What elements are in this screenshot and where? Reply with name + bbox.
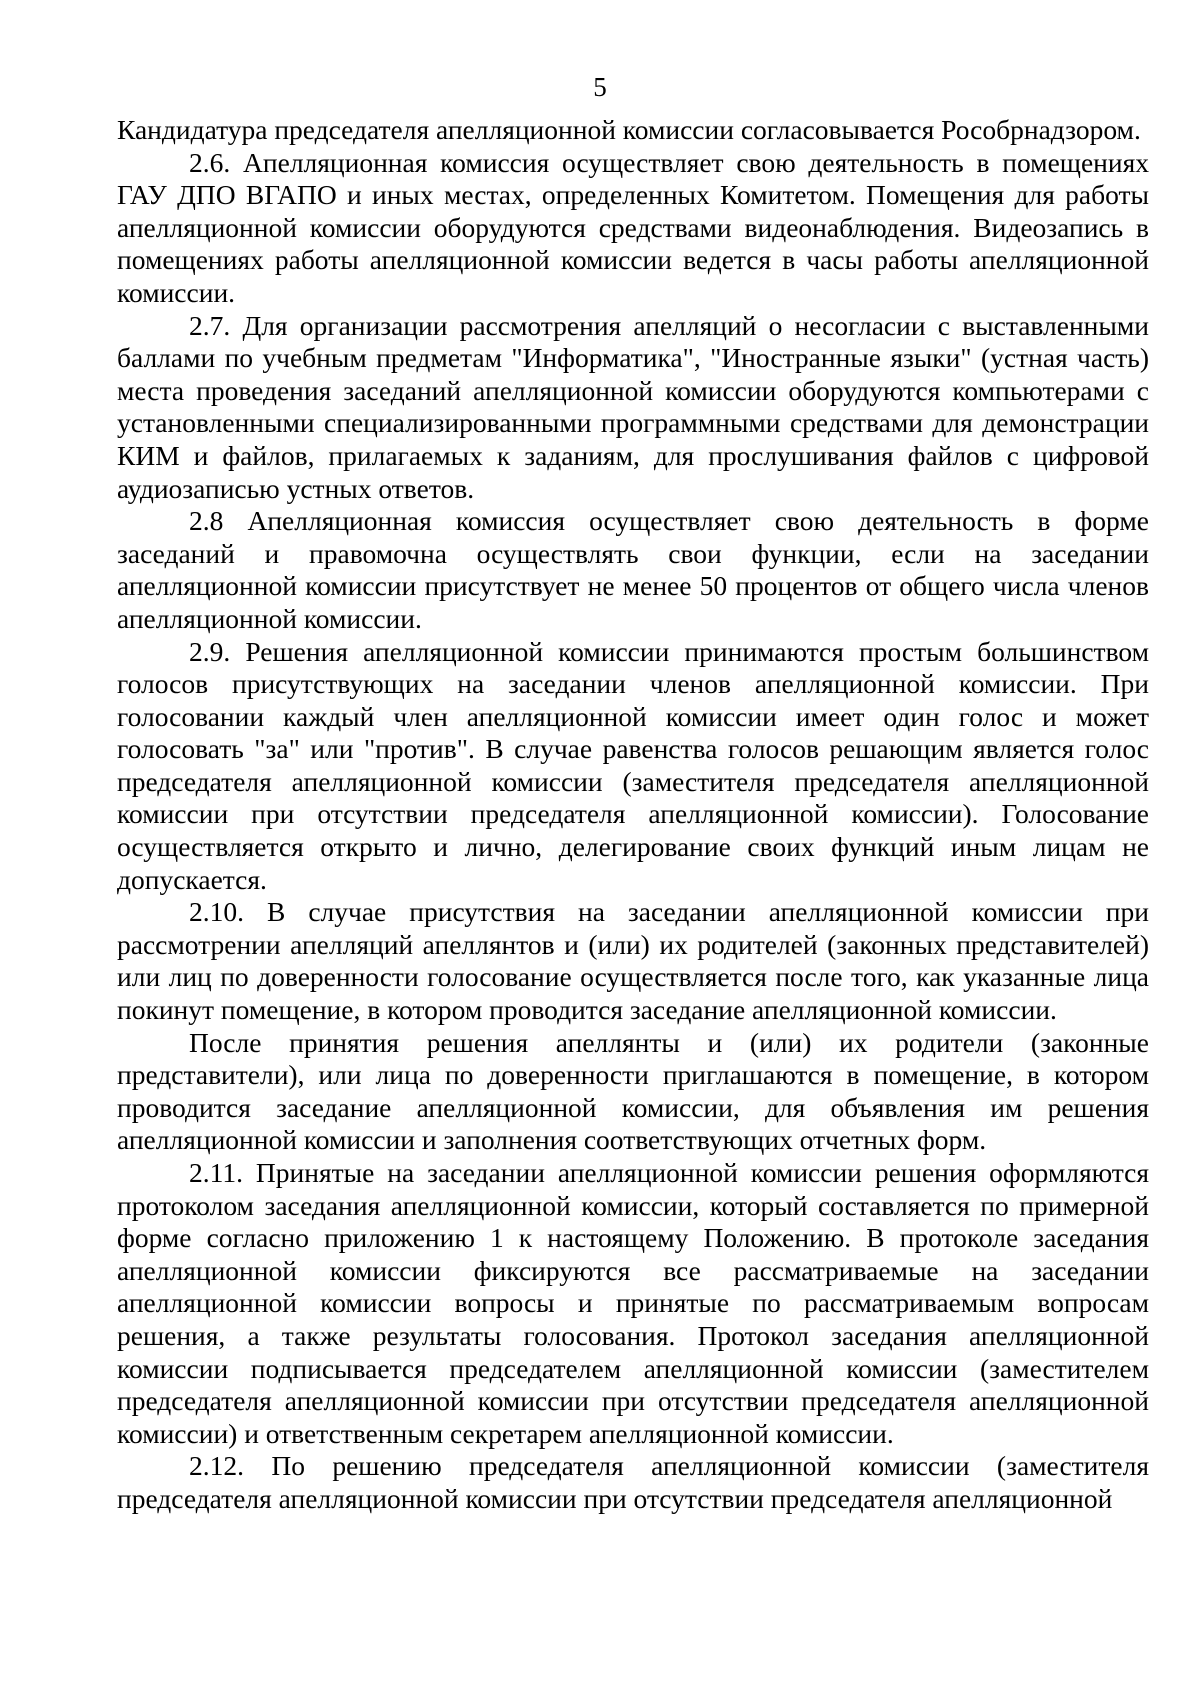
paragraph-2-9: 2.9. Решения апелляционной комиссии принимаются простым большинством голосов присутствующих на заседании членов апелляционной комиссии. При голосовании каждый член апелляционной комиссии имеет один голос и может голосовать "за" или "против". В случае равенства голосов решающим является голос председателя апелляционной комиссии (заместителя председателя апелляционной комиссии при отсутствии председателя апелляционной комиссии). Голосование осуществляется открыто и лично, делегирование своих функций иным лицам не допускается. bbox=[117, 635, 1149, 895]
document-body bbox=[117, 114, 1149, 1516]
page-number: 5 bbox=[593, 72, 607, 102]
paragraph-2-6: 2.6. Апелляционная комиссия осуществляет свою деятельность в помещениях ГАУ ДПО ВГАПО и иных местах, определенных Комитетом. Помещения для работы апелляционной комиссии оборудуются средствами видеонаблюдения. Видеозапись в помещениях работы апелляционной комиссии ведется в часы работы апелляционной комиссии. bbox=[117, 146, 1149, 308]
paragraph-2-8: 2.8 Апелляционная комиссия осуществляет свою деятельность в форме заседаний и правомочна осуществлять свои функции, если на заседании апелляционной комиссии присутствует не менее 50 процентов от общего числа членов апелляционной комиссии. bbox=[117, 505, 1149, 634]
paragraph-2-7: 2.7. Для организации рассмотрения апелляций о несогласии с выставленными баллами по учебным предметам "Информатика", "Иностранные языки" (устная часть) места проведения заседаний апелляционной комиссии оборудуются компьютерами с установленными специализированными программными средствами для демонстрации КИМ и файлов, прилагаемых к заданиям, для прослушивания файлов с цифровой аудиозаписью устных ответов. bbox=[117, 309, 1149, 504]
paragraph-2-11: 2.11. Принятые на заседании апелляционной комиссии решения оформляются протоколом заседания апелляционной комиссии, который составляется по примерной форме согласно приложению 1 к настоящему Положению. В протоколе заседания апелляционной комиссии фиксируются все рассматриваемые на заседании апелляционной комиссии вопросы и принятые по рассматриваемым вопросам решения, а также результаты голосования. Протокол заседания апелляционной комиссии подписывается председателем апелляционной комиссии (заместителем председателя апелляционной комиссии при отсутствии председателя апелляционной комиссии) и ответственным секретарем апелляционной комиссии. bbox=[117, 1157, 1149, 1449]
paragraph-2-10: 2.10. В случае присутствия на заседании апелляционной комиссии при рассмотрении апелляций апеллянтов и (или) их родителей (законных представителей) или лиц по доверенности голосование осуществляется после того, как указанные лица покинут помещение, в котором проводится заседание апелляционной комиссии. bbox=[117, 896, 1149, 1026]
paragraph-2-12: 2.12. По решению председателя апелляционной комиссии (заместителя председателя апелляционной комиссии при отсутствии председателя апелляционной bbox=[117, 1450, 1149, 1514]
paragraph-after-decision: После принятия решения апеллянты и (или) их родители (законные представители), или лица по доверенности приглашаются в помещение, в котором проводится заседание апелляционной комиссии, для объявления им решения апелляционной комиссии и заполнения соответствующих отчетных форм. bbox=[117, 1026, 1149, 1156]
paragraph-candidate-chairman: Кандидатура председателя апелляционной комиссии согласовывается Рособрнадзором. bbox=[117, 114, 1141, 145]
